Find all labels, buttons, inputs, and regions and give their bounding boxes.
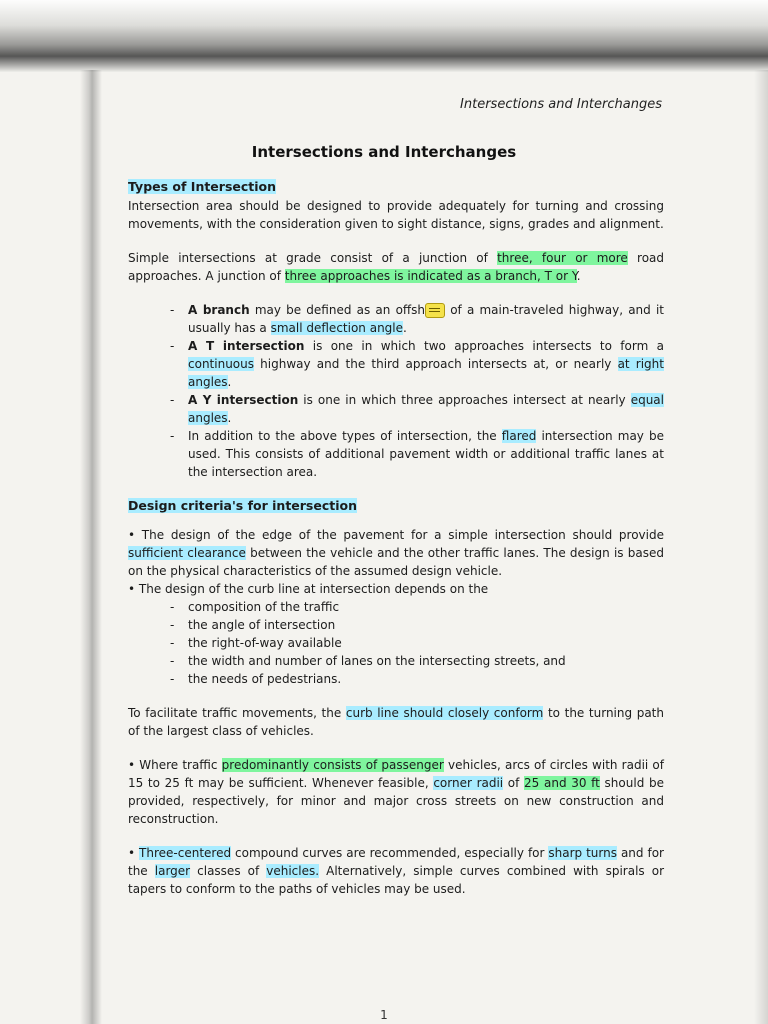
passenger-vehicles-paragraph: • Where traffic predominantly consists of passenger vehicles, arcs of circles with radii of 15 to 25 ft may be sufficient. Whenever feasible, corner radii of 25 and 30 ft should be provided, respectively, for minor and major cross streets on new construction and reconstruction. xyxy=(128,758,664,826)
list-item: - A branch may be defined as an offsh of a main-traveled highway, and it usually has a small deflection angle. xyxy=(188,301,664,337)
list-item: - the needs of pedestrians. xyxy=(188,670,664,688)
types-paragraph: Simple intersections at grade consist of a junction of three, four or more road approaches. A junction of three approaches is indicated as a branch, T or Y. xyxy=(128,251,665,283)
list-item: - the right-of-way available xyxy=(188,634,664,652)
list-item: - the angle of intersection xyxy=(188,616,664,634)
page-number: 1 xyxy=(380,1008,388,1022)
list-item: - the width and number of lanes on the intersecting streets, and xyxy=(188,652,664,670)
section-heading-design: Design criteria's for intersection xyxy=(128,498,358,513)
curb-factors-list xyxy=(128,598,664,688)
scan-shadow-right xyxy=(754,70,768,1024)
scan-shadow-top xyxy=(0,0,768,72)
list-item: - A T intersection is one in which two approaches intersects to form a continuous highway and the third approach intersects at, or nearly at right angles. xyxy=(188,337,664,391)
list-item: - In addition to the above types of intersection, the flared intersection may be used. This consists of additional pavement width or additional traffic lanes at the intersection area. xyxy=(188,427,664,481)
compound-curves-paragraph: • Three-centered compound curves are recommended, especially for sharp turns and for the larger classes of vehicles. Alternatively, simple curves combined with spirals or tapers to conform to the paths of vehicles may be used. xyxy=(128,846,664,896)
types-intro: Intersection area should be designed to provide adequately for turning and crossing movements, with the consideration given to sight distance, signs, grades and alignment. xyxy=(128,199,664,231)
scan-shadow-left xyxy=(80,70,102,1024)
document-body xyxy=(128,178,664,898)
curb-line-paragraph: To facilitate traffic movements, the curb line should closely conform to the turning path of the largest class of vehicles. xyxy=(128,706,664,738)
page-title: Intersections and Interchanges xyxy=(251,143,517,161)
design-bullet-edge: • The design of the edge of the pavement for a simple intersection should provide sufficient clearance between the vehicle and the other traffic lanes. The design is based on the physical characteristics of the assumed design vehicle. xyxy=(128,528,664,578)
comment-note-icon[interactable] xyxy=(425,303,445,318)
running-header: Intersections and Interchanges xyxy=(460,97,662,112)
intersection-types-list xyxy=(128,301,664,481)
design-bullet-curb: • The design of the curb line at intersection depends on the xyxy=(128,582,489,596)
list-item: - composition of the traffic xyxy=(188,598,664,616)
list-item: - A Y intersection is one in which three approaches intersect at nearly equal angles. xyxy=(188,391,664,427)
section-heading-types: Types of Intersection xyxy=(128,179,277,194)
